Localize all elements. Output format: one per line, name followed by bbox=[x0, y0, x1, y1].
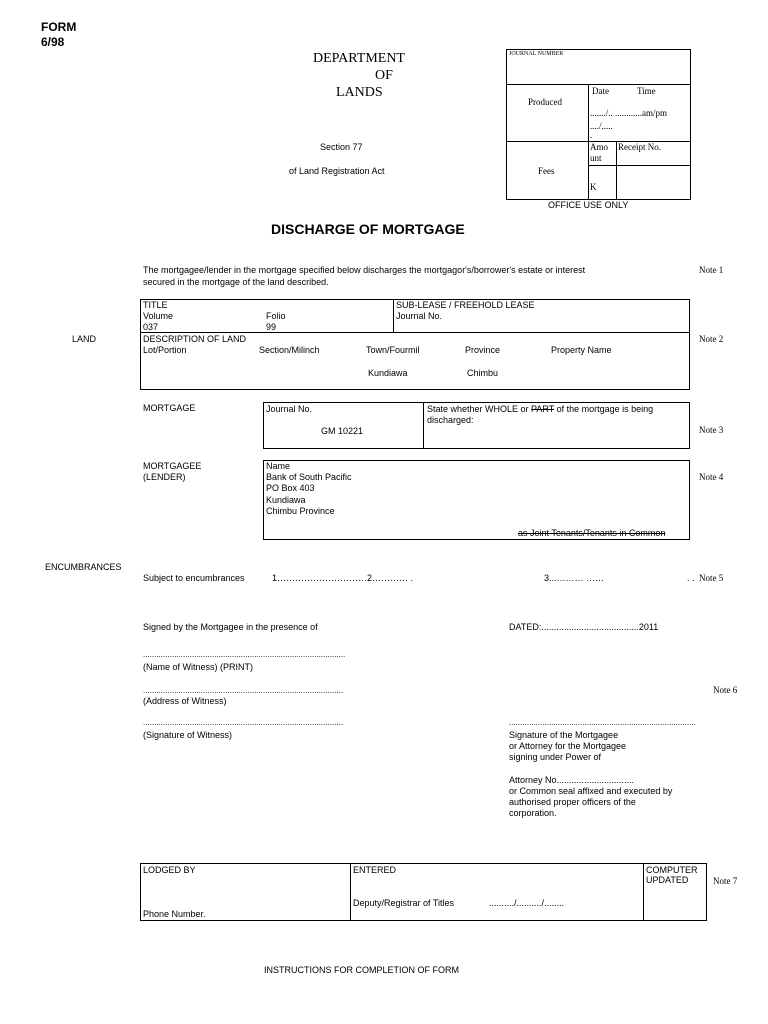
volume-value[interactable]: 037 bbox=[143, 322, 159, 332]
signature-mortgagee-line-3: signing under Power of bbox=[509, 752, 602, 762]
document-title: DISCHARGE OF MORTGAGE bbox=[271, 221, 465, 237]
date-field-2[interactable]: ..../..... bbox=[590, 121, 613, 131]
common-seal-line-2: authorised proper officers of the bbox=[509, 797, 636, 807]
mortgagee-line-2[interactable]: PO Box 403 bbox=[266, 483, 315, 493]
witness-address-label: (Address of Witness) bbox=[143, 696, 227, 706]
witness-signature-label: (Signature of Witness) bbox=[143, 730, 233, 740]
folio-label: Folio bbox=[266, 311, 286, 321]
witness-signature-dots[interactable]: .......................................................................................... bbox=[143, 718, 344, 727]
tenancy-strikethrough: as Joint Tenants/Tenants in Common bbox=[518, 528, 666, 538]
note-5: Note 5 bbox=[699, 573, 724, 583]
mortgagee-side-label: MORTGAGEE bbox=[143, 461, 202, 471]
mortgagee-name-label: Name bbox=[266, 461, 291, 471]
phone-number-label: Phone Number. bbox=[143, 909, 206, 919]
mortgagee-line-1[interactable]: Bank of South Pacific bbox=[266, 472, 352, 482]
whole-or-part-post: of the mortgage is being bbox=[554, 404, 654, 414]
time-label: Time bbox=[637, 86, 656, 96]
updated-label: UPDATED bbox=[646, 875, 689, 885]
entered-date-field[interactable]: ........../........../........ bbox=[489, 898, 565, 908]
signature-mortgagee-line-1: Signature of the Mortgagee bbox=[509, 730, 619, 740]
land-journal-label: Journal No. bbox=[396, 311, 443, 321]
computer-label: COMPUTER bbox=[646, 865, 698, 875]
lot-label: Lot/Portion bbox=[143, 345, 187, 355]
note-6: Note 6 bbox=[713, 685, 738, 695]
mortgage-journal-value[interactable]: GM 10221 bbox=[321, 426, 364, 436]
mortgagee-signature-dots[interactable]: .................................................................................... bbox=[509, 718, 696, 727]
signed-by-label: Signed by the Mortgagee in the presence of bbox=[143, 622, 318, 632]
mortgagee-line-4[interactable]: Chimbu Province bbox=[266, 506, 335, 516]
note-1: Note 1 bbox=[699, 265, 724, 275]
act-reference: of Land Registration Act bbox=[289, 166, 385, 176]
witness-name-dots[interactable]: ........................................................................................... bbox=[143, 650, 346, 659]
date-field-3: . bbox=[590, 130, 593, 140]
section-milinch-label: Section/Milinch bbox=[259, 345, 320, 355]
land-side-label: LAND bbox=[72, 334, 97, 344]
province-value[interactable]: Chimbu bbox=[467, 368, 499, 378]
common-seal-line-3: corporation. bbox=[509, 808, 557, 818]
lender-side-label: (LENDER) bbox=[143, 472, 186, 482]
office-use-only-label: OFFICE USE ONLY bbox=[548, 200, 629, 210]
intro-line-2: secured in the mortgage of the land described. bbox=[143, 277, 329, 287]
attorney-number-field[interactable]: Attorney No............................... bbox=[509, 775, 635, 785]
whole-or-part-pre: State whether WHOLE or bbox=[427, 404, 532, 414]
department-line-3: LANDS bbox=[336, 85, 383, 100]
encumbrance-items-1-2[interactable]: 1…………………………2………… . bbox=[272, 573, 414, 583]
dated-field[interactable]: DATED:.......................................2011 bbox=[509, 622, 659, 632]
produced-label: Produced bbox=[528, 97, 562, 107]
note-3: Note 3 bbox=[699, 425, 724, 435]
department-line-2: OF bbox=[375, 68, 393, 83]
witness-address-dots[interactable]: .......................................................................................... bbox=[143, 686, 344, 695]
mortgagee-line-3[interactable]: Kundiawa bbox=[266, 495, 306, 505]
town-value[interactable]: Kundiawa bbox=[368, 368, 408, 378]
lodged-by-label: LODGED BY bbox=[143, 865, 196, 875]
signature-mortgagee-line-2: or Attorney for the Mortgagee bbox=[509, 741, 627, 751]
sublease-label: SUB-LEASE / FREEHOLD LEASE bbox=[396, 300, 535, 310]
province-label: Province bbox=[465, 345, 501, 355]
entered-label: ENTERED bbox=[353, 865, 397, 875]
currency-label: K bbox=[590, 182, 597, 192]
title-label: TITLE bbox=[143, 300, 168, 310]
instructions-heading: INSTRUCTIONS FOR COMPLETION OF FORM bbox=[264, 965, 459, 975]
part-strikethrough: PART bbox=[531, 404, 555, 414]
note-7: Note 7 bbox=[713, 876, 738, 886]
volume-label: Volume bbox=[143, 311, 174, 321]
mortgage-side-label: MORTGAGE bbox=[143, 403, 196, 413]
encumbrances-side-label: ENCUMBRANCES bbox=[45, 562, 122, 572]
folio-value[interactable]: 99 bbox=[266, 322, 277, 332]
receipt-label: Receipt No. bbox=[618, 142, 661, 152]
journal-number-label: JOURNAL NUMBER bbox=[509, 51, 564, 57]
property-name-label: Property Name bbox=[551, 345, 612, 355]
amount-label: Amo unt bbox=[590, 142, 608, 163]
encumbrance-tail: . . bbox=[687, 573, 695, 583]
date-label: Date bbox=[592, 86, 609, 96]
date-time-field[interactable]: ......./.. ............am/pm bbox=[590, 108, 667, 118]
note-4: Note 4 bbox=[699, 472, 724, 482]
department-line-1: DEPARTMENT bbox=[313, 51, 405, 66]
mortgage-journal-label: Journal No. bbox=[266, 404, 313, 414]
deputy-registrar-label: Deputy/Registrar of Titles bbox=[353, 898, 455, 908]
fees-label: Fees bbox=[538, 166, 555, 176]
town-label: Town/Fourmil bbox=[366, 345, 420, 355]
description-label: DESCRIPTION OF LAND bbox=[143, 334, 247, 344]
form-label: FORM bbox=[41, 20, 77, 34]
common-seal-line-1: or Common seal affixed and executed by bbox=[509, 786, 673, 796]
subject-to-encumbrances: Subject to encumbrances bbox=[143, 573, 245, 583]
discharged-label: discharged: bbox=[427, 415, 474, 425]
encumbrance-item-3[interactable]: 3...……… …… bbox=[544, 573, 605, 583]
witness-name-label: (Name of Witness) (PRINT) bbox=[143, 662, 254, 672]
note-2: Note 2 bbox=[699, 334, 724, 344]
section-reference: Section 77 bbox=[320, 142, 363, 152]
form-number: 6/98 bbox=[41, 35, 65, 49]
intro-line-1: The mortgagee/lender in the mortgage specified below discharges the mortgagor's/borrower's estate or interest bbox=[143, 265, 586, 275]
whole-or-part-text bbox=[427, 404, 653, 414]
